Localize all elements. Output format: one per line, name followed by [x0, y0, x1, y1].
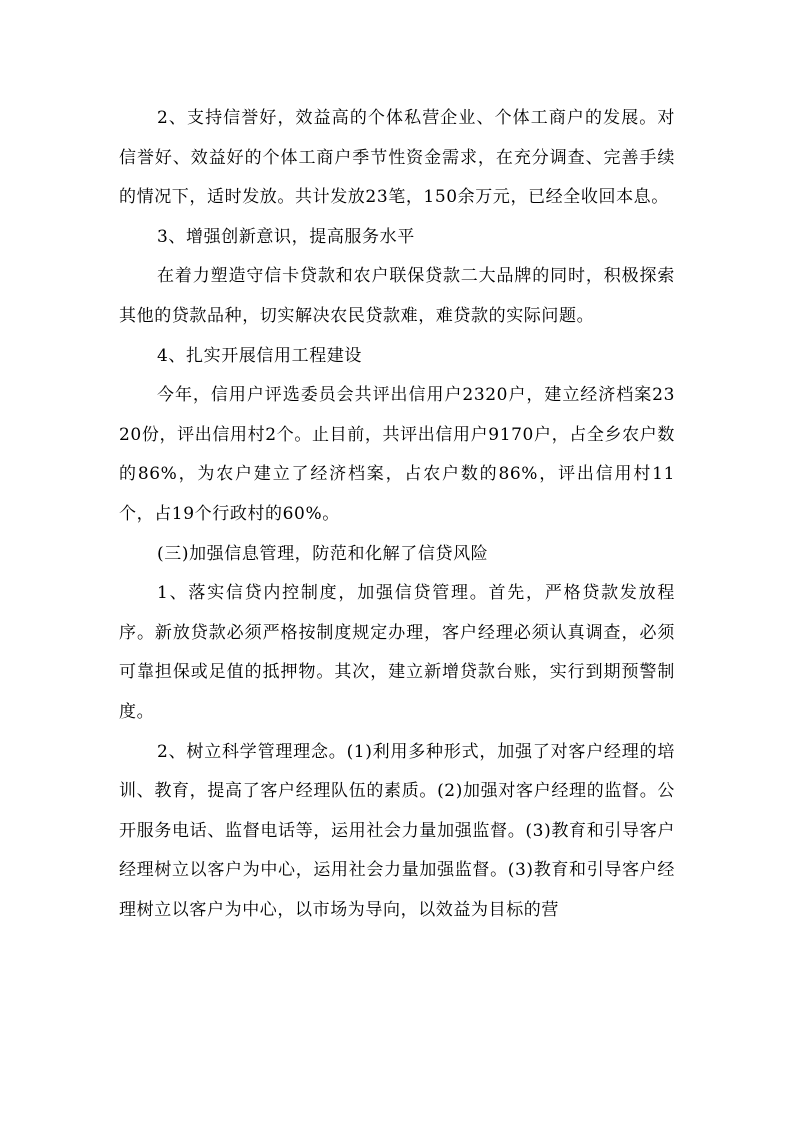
- heading-innovation-service: 3、增强创新意识，提高服务水平: [157, 226, 415, 247]
- paragraph-credit-households: 今年，信用户评选委员会共评出信用户2320户，建立经济档案2320份，评出信用村2个。止目前，共评出信用户9170户，占全乡农户数的86%，为农户建立了经济档案，占农户数的86%，评出信用村11个，占19个行政村的60%。: [119, 385, 675, 524]
- document-body: [119, 99, 675, 930]
- paragraph-management-philosophy: 2、树立科学管理理念。(1)利用多种形式，加强了对客户经理的培训、教育，提高了客户经理队伍的素质。(2)加强对客户经理的监督。公开服务电话、监督电话等，运用社会力量加强监督。(3)教育和引导客户经理树立以客户为中心，运用社会力量加强监督。(3)教育和引导客户经理树立以客户为中心，以市场为导向，以效益为目标的营: [119, 741, 675, 920]
- heading-credit-project: 4、扎实开展信用工程建设: [157, 345, 363, 366]
- section-heading-risk-management: (三)加强信息管理，防范和化解了信贷风险: [157, 543, 489, 564]
- paragraph-loan-brands: 在着力塑造守信卡贷款和农户联保贷款二大品牌的同时，积极探索其他的贷款品种，切实解决农民贷款难，难贷款的实际问题。: [119, 266, 675, 326]
- paragraph-support-private-enterprises: 2、支持信誉好，效益高的个体私营企业、个体工商户的发展。对信誉好、效益好的个体工商户季节性资金需求，在充分调查、完善手续的情况下，适时发放。共计发放23笔，150余万元，已经全收回本息。: [119, 108, 675, 208]
- paragraph-internal-control: 1、落实信贷内控制度，加强信贷管理。首先，严格贷款发放程序。新放贷款必须严格按制度规定办理，客户经理必须认真调查，必须可靠担保或足值的抵押物。其次，建立新增贷款台账，实行到期预警制度。: [119, 583, 675, 722]
